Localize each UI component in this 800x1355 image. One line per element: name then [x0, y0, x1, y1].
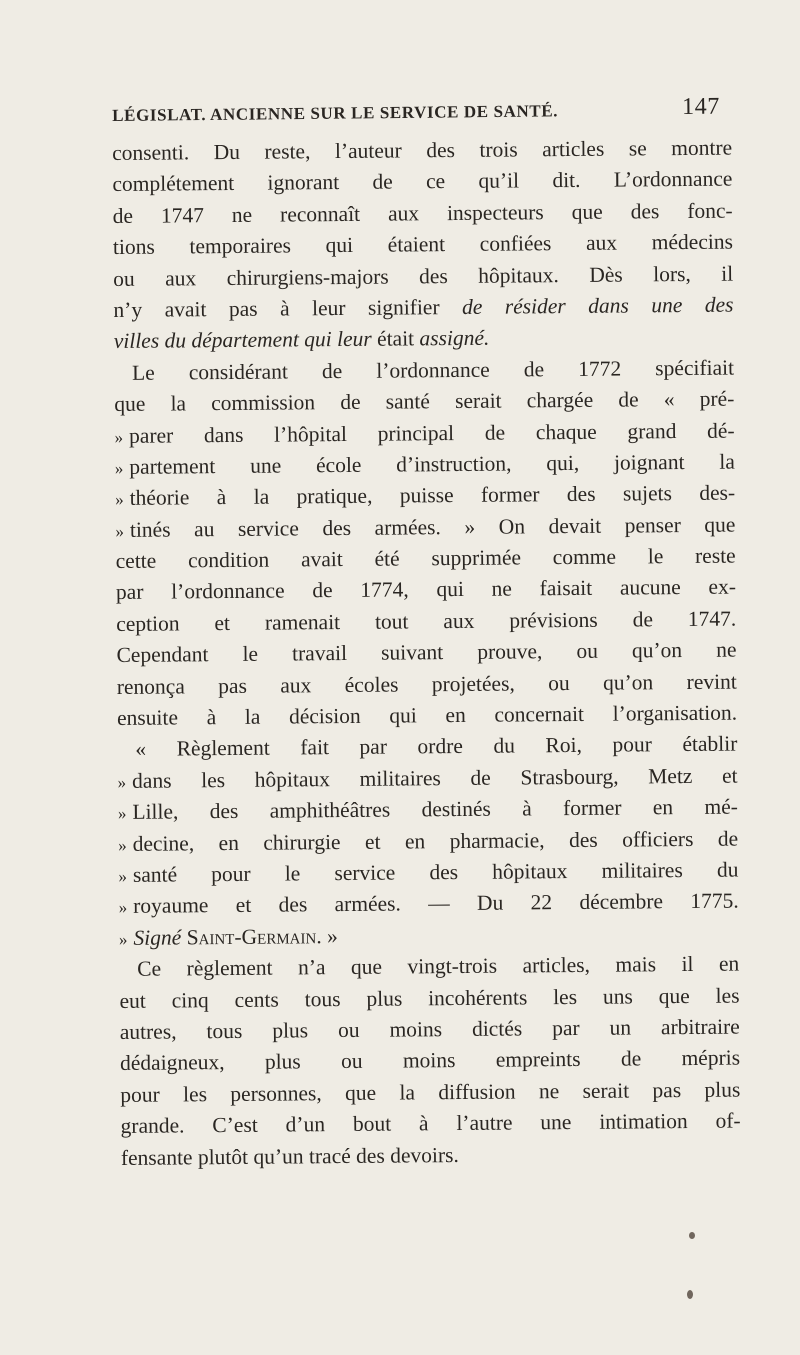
line-text: dédaigneux, plus ou moins empreints de mépris	[119, 1045, 741, 1076]
line-text: théorie à la pratique, puisse former des sujets des-	[129, 480, 736, 511]
text-line	[114, 384, 734, 421]
line-text: Le considérant de l’ordonnance de 1772 spécifiait	[131, 355, 735, 385]
line-text: partement une école d’instruction, qui, joignant la	[129, 449, 735, 479]
quote-mark: »	[117, 772, 127, 792]
line-text: ensuite à la décision qui en concernait l’organisation.	[116, 700, 738, 731]
line-text: fensante plutôt qu’un tracé des devoirs.	[120, 1142, 459, 1170]
quote-mark: »	[118, 929, 128, 949]
quote-mark: »	[117, 804, 127, 824]
line-text: dans les hôpitaux militaires de Strasbourg, Metz et	[132, 763, 738, 793]
italic-text: assigné.	[419, 326, 490, 351]
text-line	[115, 478, 735, 515]
quote-mark: »	[118, 866, 128, 886]
ink-spot	[687, 1290, 693, 1299]
line-text: de 1747 ne reconnaît aux inspecteurs que des fonc-	[112, 198, 733, 228]
line-text: complétement ignorant de ce qu’il dit. L’ordonnance	[112, 166, 733, 197]
text-line	[118, 792, 738, 829]
running-title: LÉGISLAT. ANCIENNE SUR LE SERVICE DE SANTÉ.	[112, 101, 559, 125]
text-line	[113, 290, 733, 327]
text-line	[116, 635, 736, 672]
line-text: pour les personnes, que la diffusion ne serait pas plus	[120, 1077, 741, 1107]
body-text	[112, 133, 741, 1174]
ink-spot	[689, 1232, 695, 1239]
signature-name: Saint-Germain	[186, 924, 317, 950]
line-text: « Règlement fait par ordre du Roi, pour établir	[135, 731, 738, 762]
text-line	[120, 1043, 740, 1080]
line-text: renonça pas aux écoles projetées, ou qu’on revint	[116, 669, 737, 699]
quote-mark: »	[118, 898, 128, 918]
line-text: cette condition avait été supprimée comme le reste	[115, 543, 736, 574]
quote-mark: »	[114, 427, 124, 447]
text-line	[114, 415, 734, 452]
line-text: tinés au service des armées. » On devait penser que	[129, 512, 736, 542]
line-text: ception et ramenait tout aux prévisions de 1747.	[116, 606, 737, 636]
text-line	[119, 886, 739, 923]
line-text: eut cinq cents tous plus incohérents les uns que les	[119, 983, 740, 1013]
line-text: grande. C’est d’un bout à l’autre une intimation of-	[120, 1108, 741, 1139]
line-text: consenti. Du reste, l’auteur des trois articles se montre	[112, 135, 733, 165]
text-line	[113, 227, 733, 264]
text-line	[116, 572, 736, 609]
italic-text: Signé	[133, 925, 182, 950]
line-text: par l’ordonnance de 1774, qui ne faisait aucune ex-	[115, 575, 737, 605]
text-line	[117, 729, 737, 766]
line-text: autres, tous plus ou moins dictés par un arbitraire	[119, 1014, 740, 1044]
text-line	[121, 1137, 741, 1174]
quote-mark: »	[118, 835, 127, 855]
line-text: Lille, des amphithéâtres destinés à former en mé-	[132, 794, 738, 825]
page-number: 147	[681, 93, 721, 121]
quote-mark: »	[115, 521, 125, 541]
line-text: ou aux chirurgiens-majors des hôpitaux. Dès lors, il	[113, 261, 734, 291]
italic-text: villes du département qui leur	[113, 327, 372, 354]
quote-mark: »	[115, 490, 124, 510]
line-text: santé pour le service des hôpitaux militaires du	[132, 857, 739, 887]
line-text: parer dans l’hôpital principal de chaque grand dé-	[128, 418, 735, 448]
quote-mark: »	[114, 458, 124, 478]
line-text: était	[371, 326, 420, 352]
italic-text: de résider dans une des	[461, 292, 734, 319]
line-text: tions temporaires qui étaient confiées aux médecins	[112, 229, 734, 260]
line-text: que la commission de santé serait chargée de « pré-	[114, 386, 735, 417]
line-text: royaume et des armées. — Du 22 décembre 1775.	[133, 888, 739, 919]
text-line	[112, 164, 732, 201]
line-text: decine, en chirurgie et en pharmacie, des officiers de	[132, 826, 739, 856]
line-text: . »	[316, 923, 338, 949]
text-line	[119, 949, 739, 986]
line-text: n’y avait pas à leur signifier	[113, 295, 440, 322]
line-text: Ce règlement n’a que vingt-trois articles, mais il en	[137, 951, 740, 981]
text-line	[120, 1106, 740, 1143]
line-text: Cependant le travail suivant prouve, ou qu’on ne	[116, 637, 737, 668]
page-header	[112, 93, 721, 134]
